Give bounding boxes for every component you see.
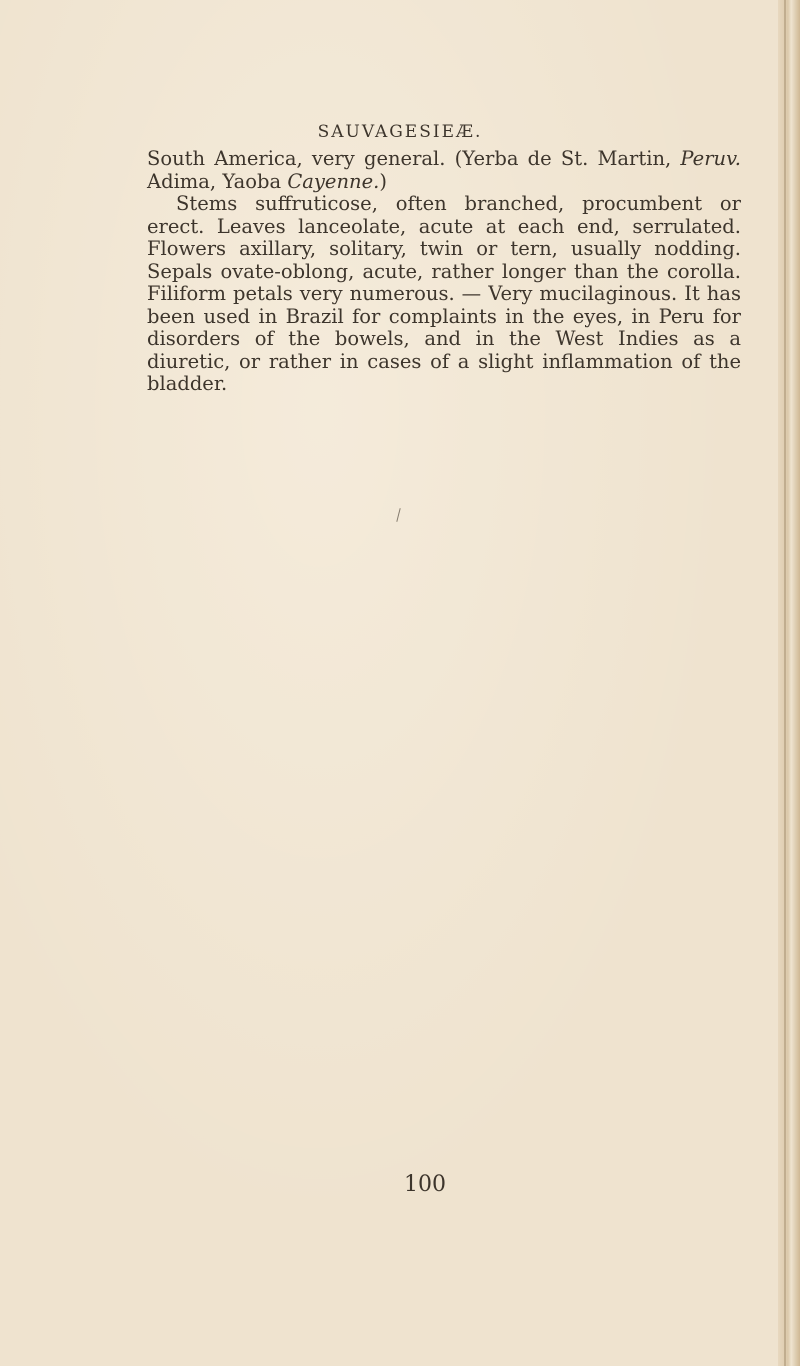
locality-peruv: Peruv. [680, 147, 741, 170]
locality-text-3: ) [379, 169, 387, 193]
body-text [147, 148, 741, 396]
paragraph-locality [147, 148, 741, 193]
running-header: SAUVAGESIEÆ. [317, 122, 483, 142]
locality-cayenne: Cayenne. [287, 169, 380, 193]
paragraph-description: Stems suffruticose, often branched, procumbent or erect. Leaves lanceolate, acute at each end, serrulated. Flowers axillary, solitary, twin or tern, usually nodding. Sepals ovate-oblong, acute, rather longer than the corolla. Filiform petals very numerous. — Very mucilaginous. It has been used in Brazil for complaints in the eyes, in Peru for disorders of the bowels, and in the West Indies as a diuretic, or rather in cases of a slight inflammation of the bladder. [147, 192, 741, 395]
page-edge [778, 0, 800, 1366]
page-number: 100 [404, 1172, 446, 1197]
stray-pencil-mark [396, 508, 400, 522]
locality-text-2: Adima, Yaoba [147, 169, 288, 193]
locality-text: South America, very general. (Yerba de St. Martin, [147, 147, 681, 170]
